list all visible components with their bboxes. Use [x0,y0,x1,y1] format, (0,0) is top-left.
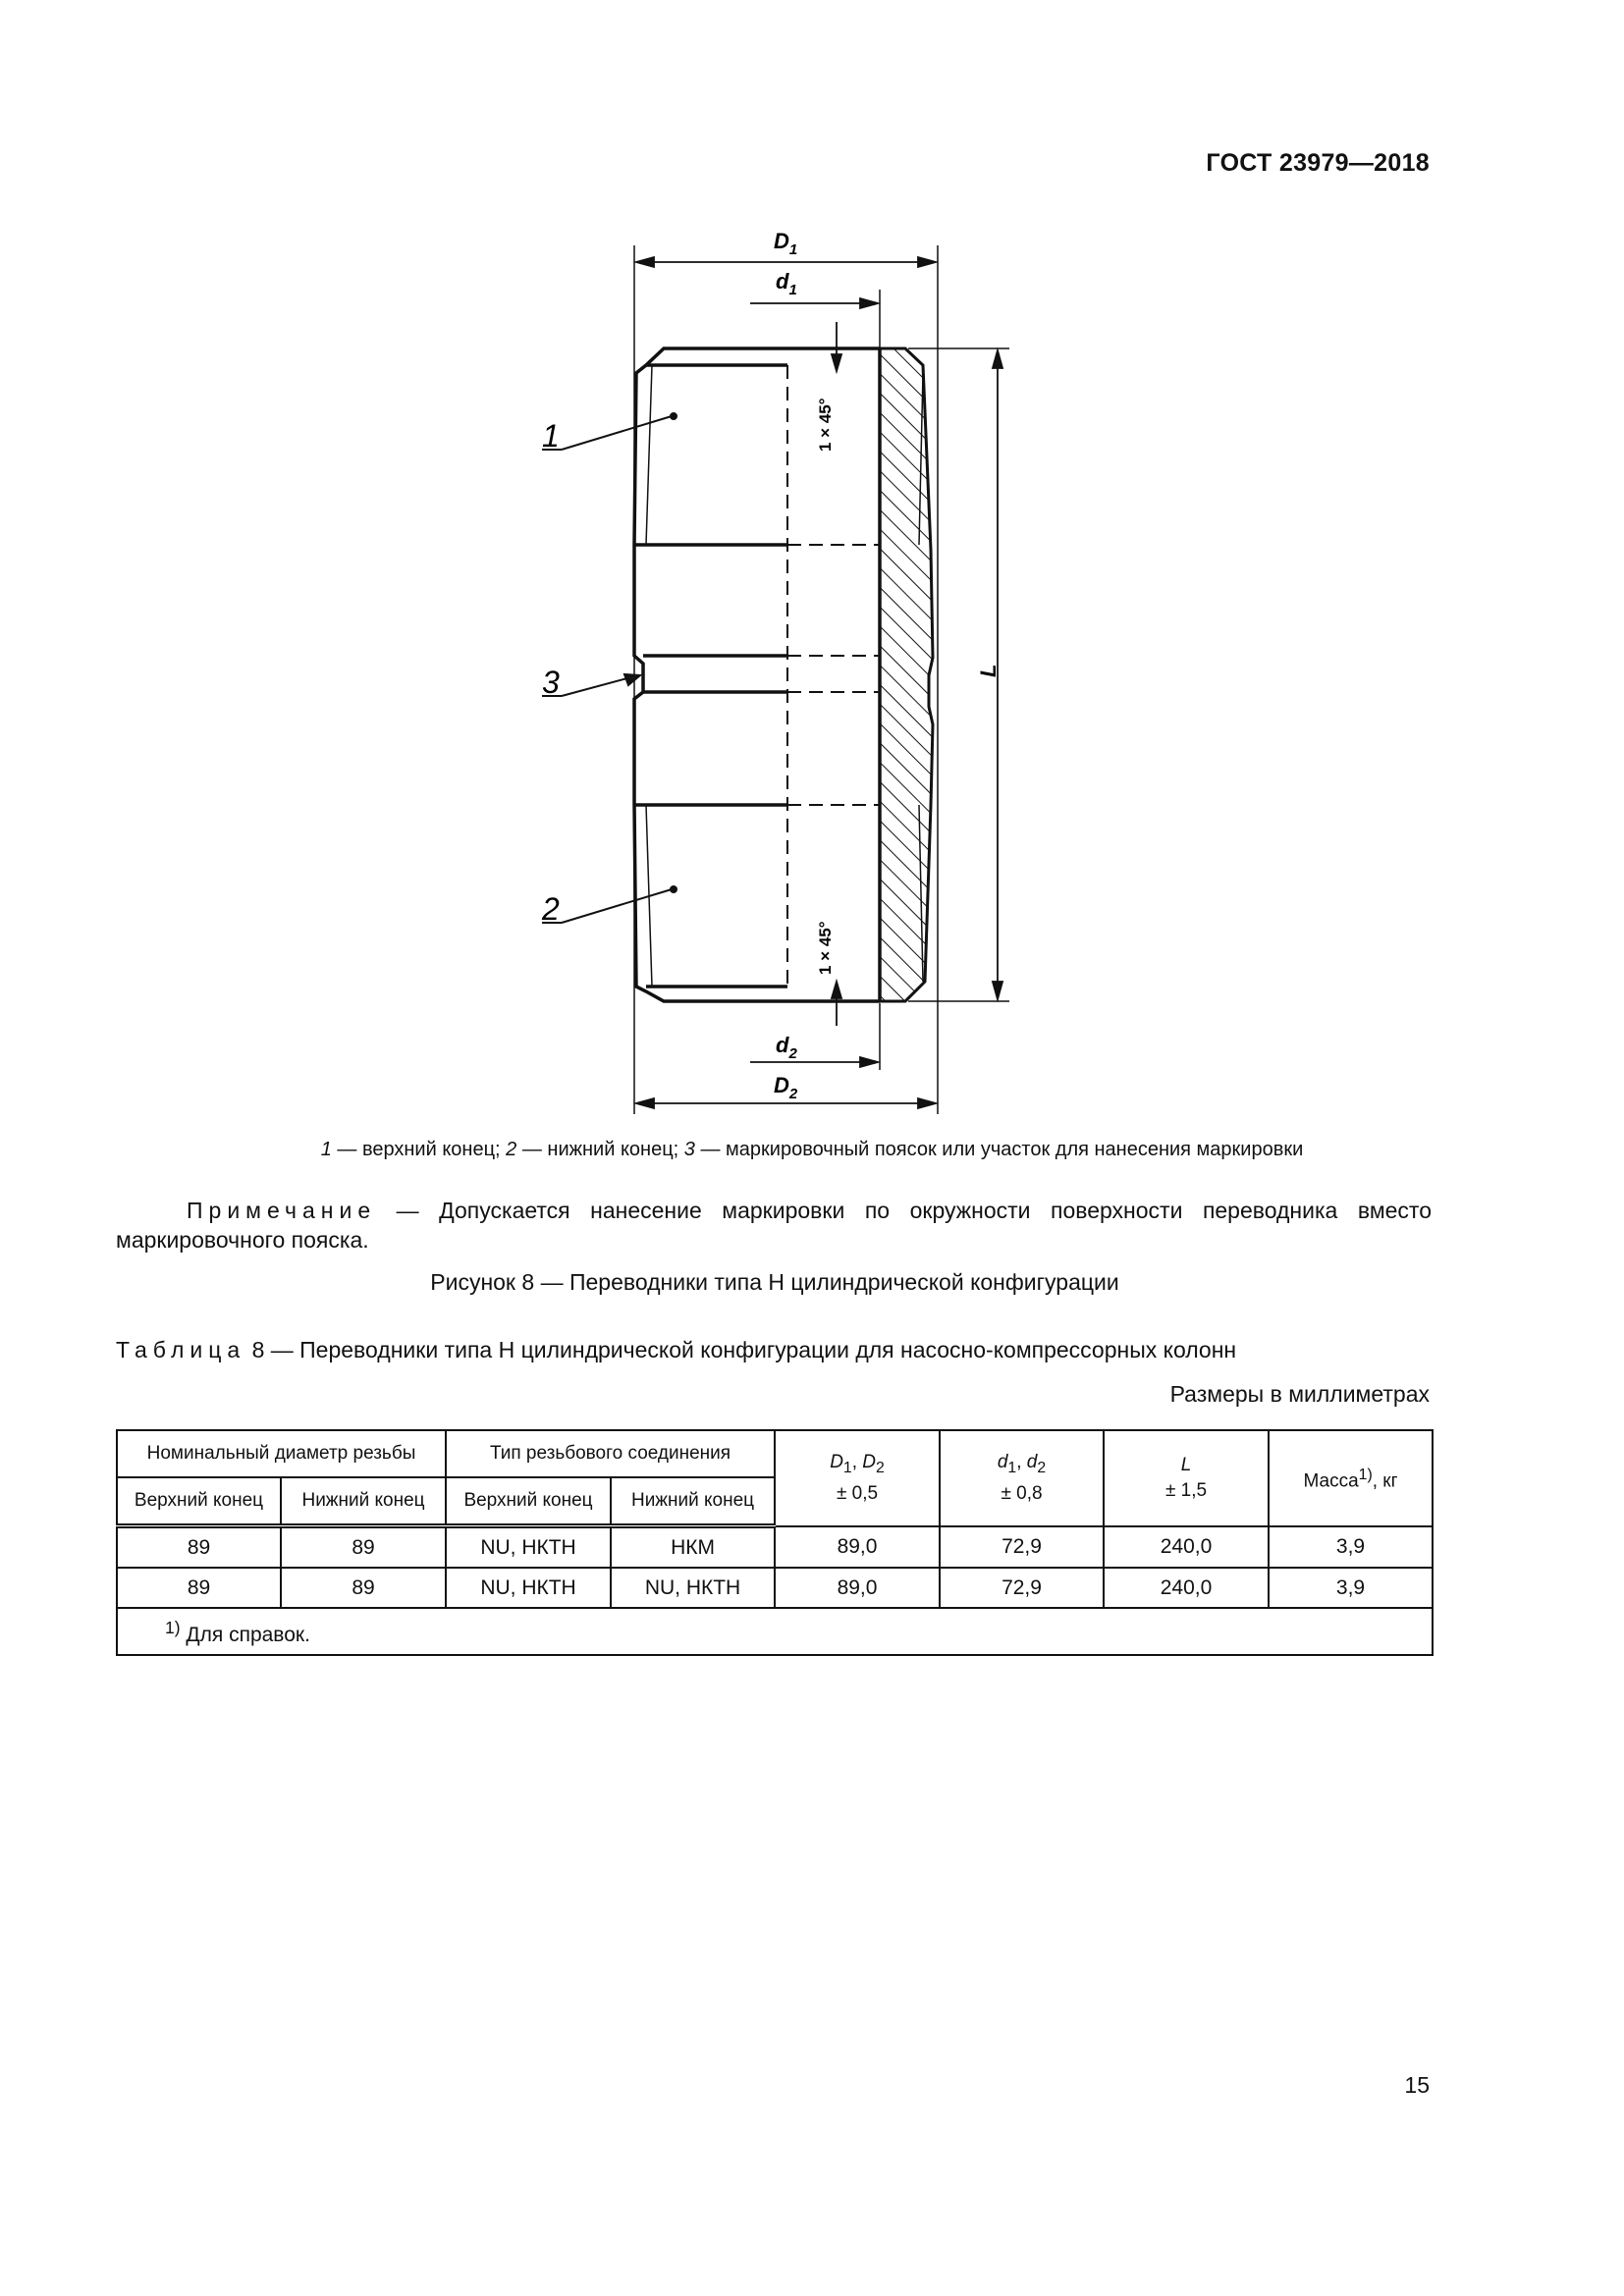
note-label: Примечание [187,1198,377,1223]
figure-legend: 1 — верхний конец; 2 — нижний конец; 3 — маркировочный поясок или участок для нанесения маркировки [320,1139,1304,1160]
header-nominal-diameter: Номинальный диаметр резьбы [117,1430,446,1477]
cell: 89,0 [775,1526,940,1569]
header-D: $D_1$, $D_2$ ± 0,5 [775,1430,940,1526]
cell: 3,9 [1269,1526,1433,1569]
table-row [117,1526,1433,1569]
hidden-lines [787,365,880,987]
header-thread-type: Тип резьбового соединения [446,1430,775,1477]
cell: 3,9 [1269,1568,1433,1608]
figure-caption: Рисунок 8 — Переводники типа Н цилиндрической конфигурации [430,1269,1119,1295]
page-number: 15 [1404,2072,1430,2098]
dim-d2-label: $d_2$ [776,1033,797,1062]
table-footnote: $^{1)}$ Для справок. [117,1608,1433,1655]
dimension-lines [636,257,1002,1108]
cell: NU, НКТН [611,1568,775,1608]
cell: 89 [281,1568,446,1608]
header-mass: Масса$^{1)}$, кг [1269,1430,1433,1526]
cell: NU, НКТН [446,1568,611,1608]
note-text: — Допускается нанесение маркировки по окружности поверхности переводника вместо маркировочного пояска. [116,1198,1432,1253]
callout-1: 1 [542,418,560,454]
cell: 72,9 [940,1526,1104,1569]
header-lower-end: Нижний конец [281,1477,446,1526]
dim-D1-label: $D_1$ [774,229,798,258]
table-caption: Таблица 8 — Переводники типа Н цилиндрической конфигурации для насосно-компрессорных колонн [116,1337,1237,1362]
wall-section [880,348,933,1001]
cell: 89 [117,1526,281,1569]
cell: 89 [117,1568,281,1608]
chamfer-bottom-label: 1 × 45° [816,921,835,975]
header-upper-end: Верхний конец [117,1477,281,1526]
figure-note [116,1196,1432,1255]
cell: НКМ [611,1526,775,1569]
header-d: $d_1$, $d_2$ ± 0,8 [940,1430,1104,1526]
callout-3: 3 [542,665,560,700]
table-footnote-row [117,1608,1433,1655]
document-code: ГОСТ 23979—2018 [1206,149,1430,177]
cell: 240,0 [1104,1526,1269,1569]
dim-L-label: L [976,664,1001,677]
table-row [117,1568,1433,1608]
header-L: L ± 1,5 [1104,1430,1269,1526]
chamfer-top-label: 1 × 45° [816,398,835,452]
callout-2: 2 [542,891,560,927]
figure-drawing [0,0,1624,1139]
cell: NU, НКТН [446,1526,611,1569]
coupling-body [634,348,880,1001]
cell: 89 [281,1526,446,1569]
table-units: Размеры в миллиметрах [1169,1381,1430,1407]
dim-d1-label: $d_1$ [776,269,797,298]
cell: 72,9 [940,1568,1104,1608]
callout-leaders [542,413,677,923]
extension-lines [634,245,1009,1114]
dim-D2-label: $D_2$ [774,1073,798,1102]
header-upper-end: Верхний конец [446,1477,611,1526]
cell: 240,0 [1104,1568,1269,1608]
header-lower-end: Нижний конец [611,1477,775,1526]
spec-table [116,1429,1434,1656]
cell: 89,0 [775,1568,940,1608]
